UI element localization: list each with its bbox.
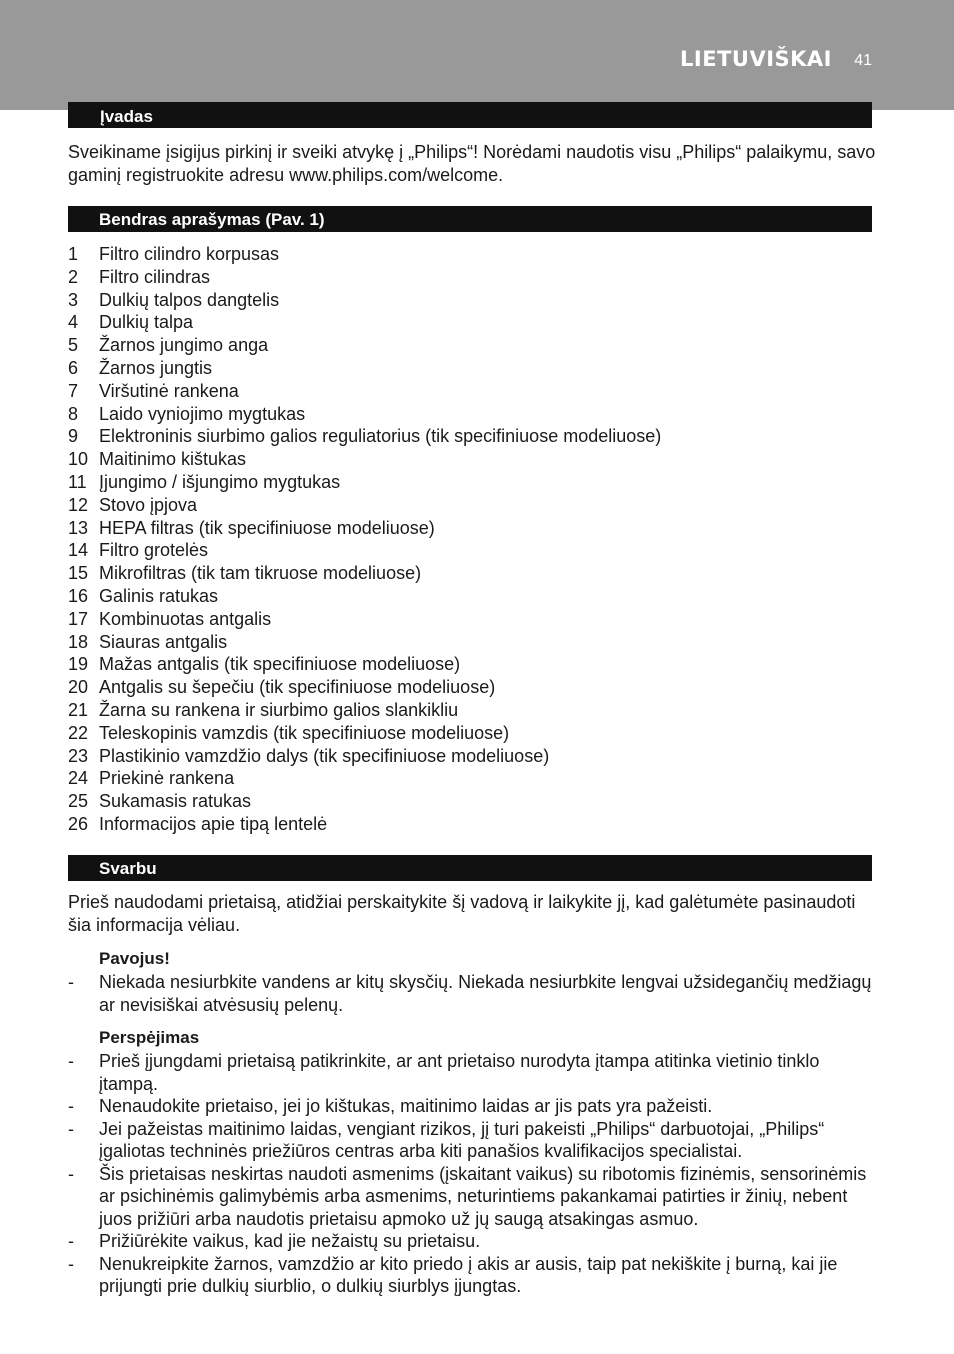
list-item-number: 16 — [68, 585, 89, 606]
danger-heading: Pavojus! — [99, 949, 170, 968]
list-item-number: 5 — [68, 335, 79, 356]
list-item — [68, 722, 661, 745]
list-item — [68, 334, 661, 357]
list-item-number: 17 — [68, 608, 89, 629]
list-item-label: Sukamasis ratukas — [99, 791, 252, 812]
list-item-label: Elektroninis siurbimo galios reguliatorius (tik specifiniuose modeliuose) — [99, 426, 662, 447]
page-number: 41 — [854, 52, 872, 69]
list-item-number: 9 — [68, 426, 79, 447]
list-item — [68, 494, 661, 517]
list-item-number: 26 — [68, 813, 89, 834]
list-item-label: HEPA filtras (tik specifiniuose modeliuose) — [99, 517, 435, 538]
list-item — [68, 676, 661, 699]
section-heading-intro: Įvadas — [68, 102, 872, 128]
list-item — [68, 539, 661, 562]
list-item — [68, 517, 661, 540]
bullet-dash: - — [68, 1231, 74, 1251]
list-item-number: 2 — [68, 266, 79, 287]
list-item-label: Viršutinė rankena — [99, 380, 239, 401]
list-item-label: Filtro cilindro korpusas — [99, 244, 280, 264]
list-item-label: Dulkių talpa — [99, 312, 194, 333]
list-item — [68, 471, 661, 494]
list-item-label: Mikrofiltras (tik tam tikruose modeliuose) — [99, 563, 422, 584]
list-item-number: 23 — [68, 745, 89, 766]
bullet-item — [68, 1253, 878, 1298]
bullet-text: Nenukreipkite žarnos, vamzdžio ar kito priedo į akis ar ausis, taip pat nekiškite į burną, kai jie prijungti prie dulkių siurblio, o dulkių siurblys įjungtas. — [99, 1253, 838, 1296]
list-item-number: 11 — [68, 471, 87, 492]
list-item — [68, 562, 661, 585]
list-item-label: Siauras antgalis — [99, 631, 228, 652]
list-item-label: Filtro cilindras — [99, 266, 211, 287]
list-item — [68, 608, 661, 631]
list-item — [68, 448, 661, 471]
bullet-text: Prižiūrėkite vaikus, kad jie nežaistų su prietaisu. — [99, 1231, 481, 1251]
bullet-text: Niekada nesiurbkite vandens ar kitų skysčių. Niekada nesiurbkite lengvai užsidegančių medžiagų ar nevisiškai atvėsusių pelenų. — [99, 972, 872, 1015]
list-item-number: 20 — [68, 677, 89, 698]
list-item — [68, 767, 661, 790]
list-item-number: 19 — [68, 654, 89, 675]
list-item — [68, 813, 661, 836]
list-item-number: 21 — [68, 699, 89, 720]
list-item — [68, 266, 661, 289]
list-item-label: Teleskopinis vamzdis (tik specifiniuose modeliuose) — [99, 722, 510, 743]
list-item-number: 3 — [68, 289, 79, 310]
list-item — [68, 403, 661, 426]
list-item-label: Dulkių talpos dangtelis — [99, 289, 280, 310]
list-item — [68, 745, 661, 768]
parts-list — [68, 243, 661, 836]
list-item — [68, 790, 661, 813]
list-item-label: Kombinuotas antgalis — [99, 608, 272, 629]
list-item-number: 13 — [68, 517, 89, 538]
bullet-item — [68, 1050, 878, 1095]
list-item — [68, 311, 661, 334]
bullet-item — [68, 1163, 878, 1231]
bullet-text: Nenaudokite prietaiso, jei jo kištukas, maitinimo laidas ar jis pats yra pažeisti. — [99, 1096, 713, 1116]
bullet-item — [68, 971, 878, 1016]
section-heading-general: Bendras aprašymas (Pav. 1) — [68, 206, 872, 232]
bullet-dash: - — [68, 1096, 74, 1116]
list-item — [68, 289, 661, 312]
list-item-number: 1 — [68, 244, 79, 264]
list-item-number: 6 — [68, 357, 79, 378]
bullet-dash: - — [68, 1253, 74, 1274]
warning-heading: Perspėjimas — [99, 1028, 200, 1047]
list-item-label: Žarna su rankena ir siurbimo galios slankikliu — [99, 699, 459, 720]
list-item-label: Plastikinio vamzdžio dalys (tik specifiniuose modeliuose) — [99, 745, 550, 766]
list-item-label: Laido vyniojimo mygtukas — [99, 403, 306, 424]
list-item-number: 18 — [68, 631, 89, 652]
intro-paragraph: Sveikiname įsigijus pirkinį ir sveiki atvykę į „Philips“! Norėdami naudotis visu „Philips“ palaikymu, savo gaminį registruokite adresu www.philips.com/welcome. — [68, 142, 876, 185]
list-item-number: 10 — [68, 449, 89, 470]
list-item — [68, 653, 661, 676]
section-heading-important: Svarbu — [68, 855, 872, 881]
bullet-text: Šis prietaisas neskirtas naudoti asmenims (įskaitant vaikus) su ribotomis fizinėmis, sensorinėmis ar psichinėmis galimybėmis arba asmenims, neturintiems pakankamai patirties ir žinių, nebent juos prižiūri arba naudotis prietaisu apmoko už jų saugą atsakingas asmuo. — [99, 1163, 867, 1229]
bullet-dash: - — [68, 1118, 74, 1139]
important-paragraph: Prieš naudodami prietaisą, atidžiai perskaitykite šį vadovą ir laikykite jį, kad galėtumėte pasinaudoti šia informacija vėliau. — [68, 892, 856, 935]
list-item-label: Įjungimo / išjungimo mygtukas — [99, 471, 341, 492]
list-item-number: 24 — [68, 768, 89, 789]
list-item-label: Filtro grotelės — [99, 540, 209, 561]
list-item-label: Galinis ratukas — [99, 585, 219, 606]
list-item-number: 4 — [68, 312, 79, 333]
list-item-label: Žarnos jungtis — [99, 357, 213, 378]
list-item-number: 8 — [68, 403, 79, 424]
danger-list — [68, 971, 878, 1016]
list-item — [68, 585, 661, 608]
list-item-number: 25 — [68, 791, 89, 812]
language-title: LIETUVIŠKAI — [680, 47, 832, 71]
list-item — [68, 357, 661, 380]
list-item — [68, 243, 661, 266]
bullet-dash: - — [68, 1051, 74, 1071]
list-item-number: 7 — [68, 380, 79, 401]
list-item-label: Priekinė rankena — [99, 768, 235, 789]
list-item — [68, 631, 661, 654]
bullet-item — [68, 1118, 878, 1163]
list-item — [68, 425, 661, 448]
list-item-label: Mažas antgalis (tik specifiniuose modeliuose) — [99, 654, 461, 675]
bullet-item — [68, 1230, 878, 1253]
bullet-item — [68, 1095, 878, 1118]
warning-list — [68, 1050, 878, 1298]
list-item-label: Stovo įpjova — [99, 494, 198, 515]
list-item-number: 22 — [68, 722, 89, 743]
list-item — [68, 699, 661, 722]
bullet-text: Prieš įjungdami prietaisą patikrinkite, ar ant prietaiso nurodyta įtampa atitinka vietinio tinklo įtampą. — [99, 1051, 820, 1094]
list-item-number: 14 — [68, 540, 89, 561]
list-item-label: Žarnos jungimo anga — [99, 335, 269, 356]
list-item-number: 15 — [68, 563, 89, 584]
list-item — [68, 380, 661, 403]
bullet-dash: - — [68, 972, 74, 992]
bullet-text: Jei pažeistas maitinimo laidas, vengiant rizikos, jį turi pakeisti „Philips“ darbuotojai, „Philips“ įgaliotas techninės priežiūros centras arba kiti panašios kvalifikacijos specialistai. — [99, 1118, 825, 1161]
list-item-number: 12 — [68, 494, 89, 515]
list-item-label: Informacijos apie tipą lentelė — [99, 813, 328, 834]
bullet-dash: - — [68, 1163, 74, 1184]
list-item-label: Antgalis su šepečiu (tik specifiniuose modeliuose) — [99, 677, 496, 698]
list-item-label: Maitinimo kištukas — [99, 449, 247, 470]
